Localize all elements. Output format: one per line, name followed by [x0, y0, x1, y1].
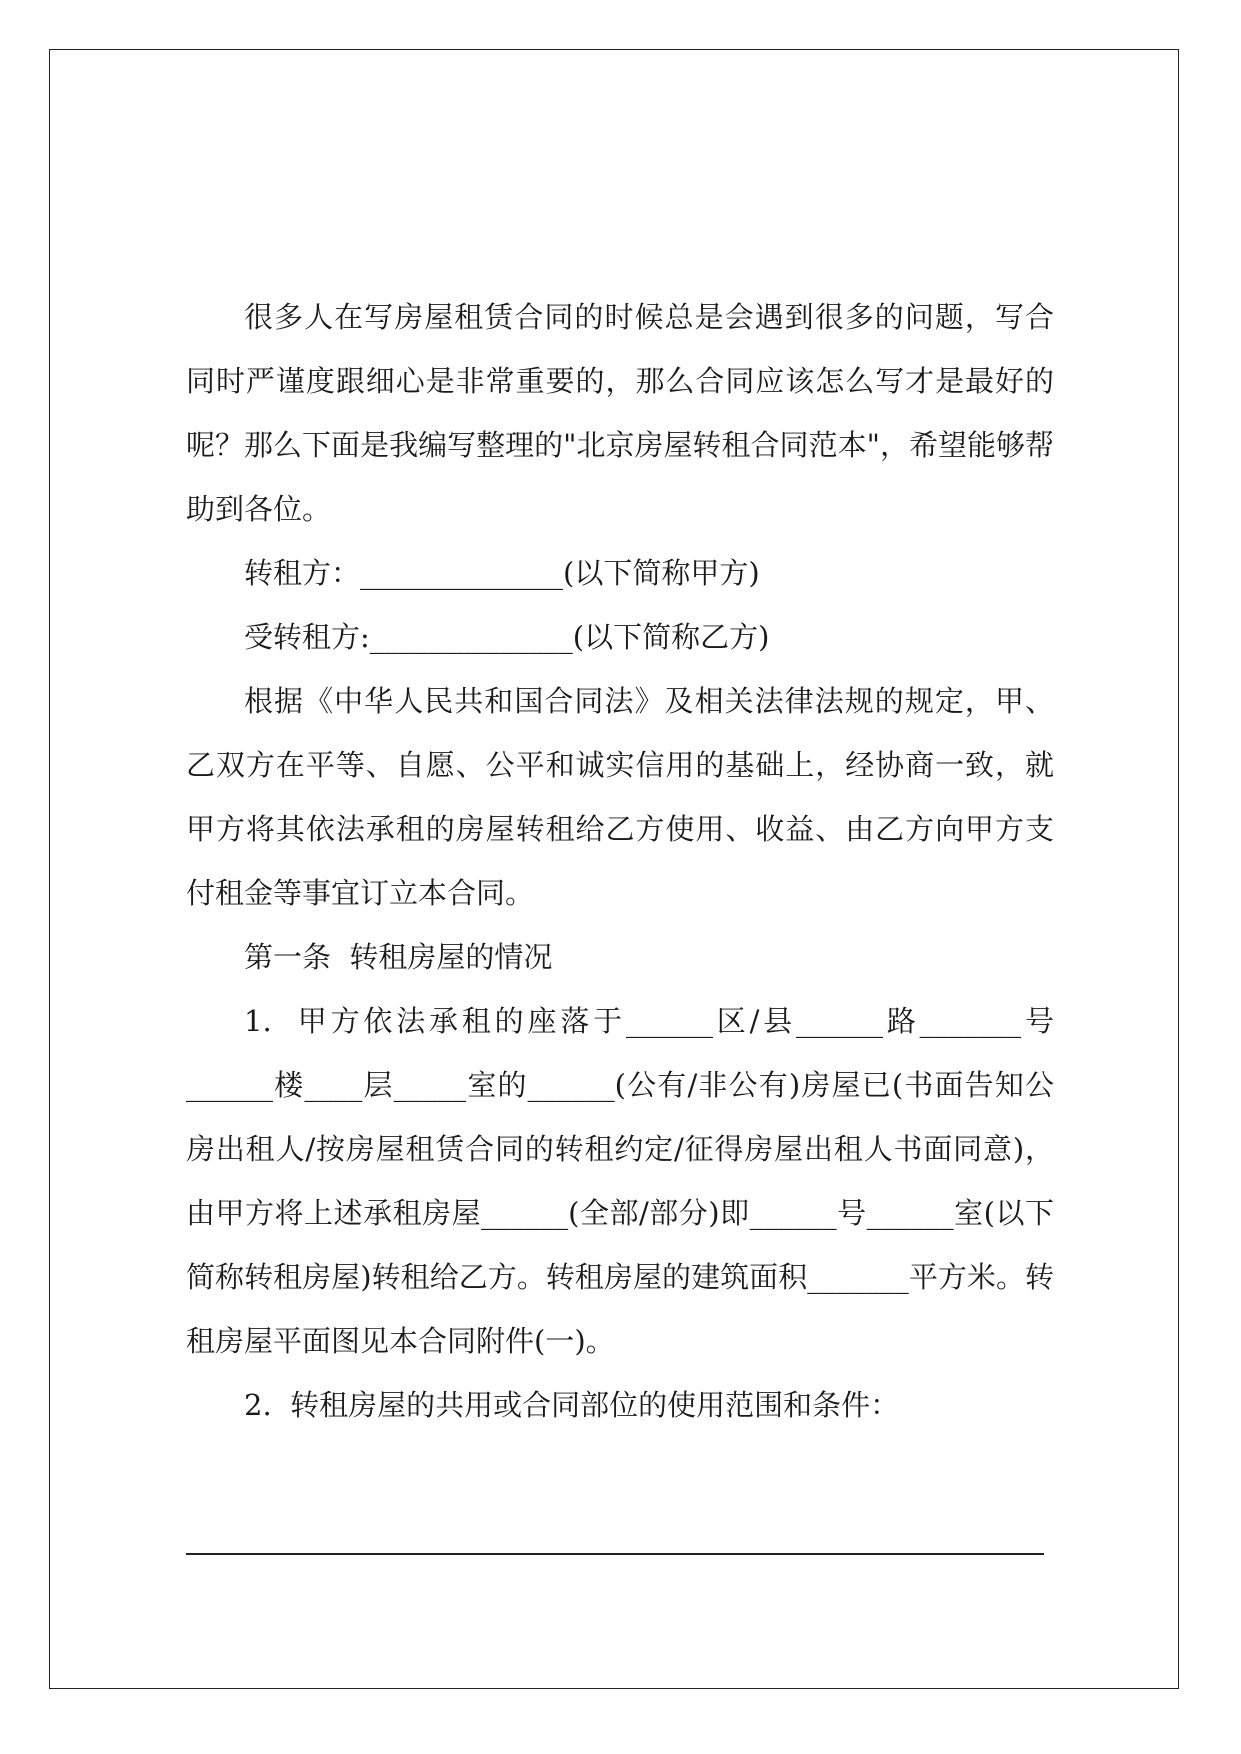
legal-basis-paragraph: 根据《中华人民共和国合同法》及相关法律法规的规定，甲、乙双方在平等、自愿、公平和诚实信用的基础上，经协商一致，就甲方将其依法承租的房屋转租给乙方使用、收益、由乙方向甲方支付租金等事宜订立本合同。	[186, 684, 1054, 910]
article-1-heading: 第一条 转租房屋的情况	[244, 940, 553, 974]
sublessee-line: 受转租方:______________(以下简称乙方)	[244, 620, 770, 654]
clause-2-paragraph: 2. 转租房屋的共用或合同部位的使用范围和条件：	[244, 1388, 900, 1422]
clause-1-paragraph: 1. 甲方依法承租的座落于______区/县______路_______号______楼____层_____室的______(公有/非公有)房屋已(书面告知公房出租人/按房屋租赁合同的转租约定/征得房屋出租人书面同意)，由甲方将上述承租房屋______(全部/部分)即______号______室(以下简称转租房屋)转租给乙方。转租房屋的建筑面积_______平方米。转租房屋平面图见本合同附件(一)。	[186, 1004, 1054, 1358]
sublessor-line: 转租方：______________(以下简称甲方)	[244, 556, 760, 590]
document-body	[186, 285, 1054, 1437]
fill-in-blank-line	[186, 1553, 1044, 1555]
intro-paragraph: 很多人在写房屋租赁合同的时候总是会遇到很多的问题，写合同时严谨度跟细心是非常重要的，那么合同应该怎么写才是最好的呢？那么下面是我编写整理的"北京房屋转租合同范本"，希望能够帮助到各位。	[186, 300, 1054, 526]
